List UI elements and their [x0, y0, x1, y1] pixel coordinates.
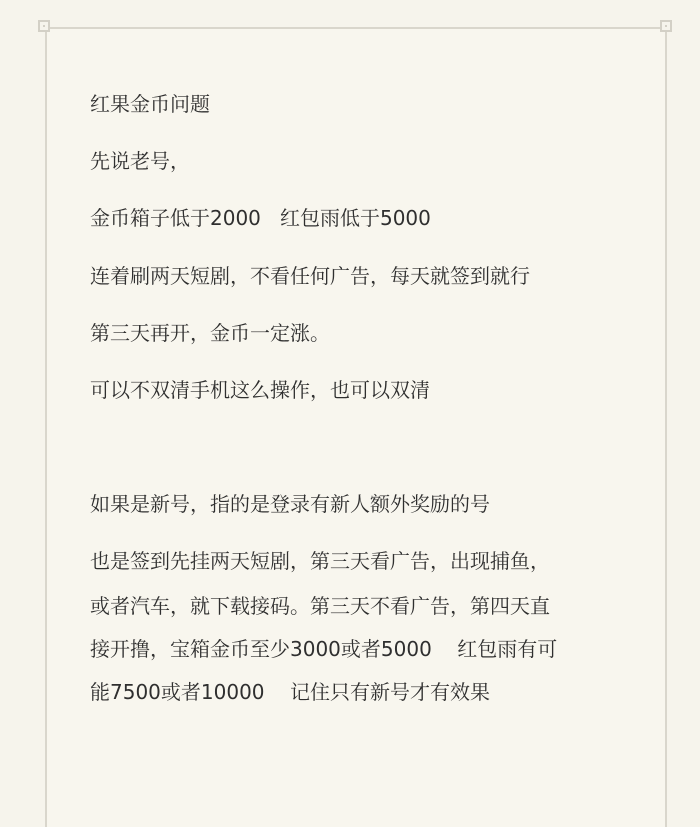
text-line: 金币箱子低于2000 红包雨低于5000 [90, 206, 431, 230]
text-line: 连着刷两天短剧，不看任何广告，每天就签到就行 [90, 264, 530, 288]
text-line: 可以不双清手机这么操作，也可以双清 [90, 378, 430, 402]
document-title: 红果金币问题 [90, 92, 210, 116]
text-line: 先说老号， [90, 149, 190, 173]
corner-ornament-top-left [38, 20, 50, 32]
paragraph-line: 或者汽车，就下载接码。第三天不看广告，第四天直 [90, 594, 550, 618]
corner-ornament-top-right [660, 20, 672, 32]
text-line: 第三天再开，金币一定涨。 [90, 321, 330, 345]
text-line: 如果是新号，指的是登录有新人额外奖励的号 [90, 492, 490, 516]
paragraph-line: 也是签到先挂两天短剧，第三天看广告，出现捕鱼， [90, 549, 550, 573]
paragraph-line: 能7500或者10000 记住只有新号才有效果 [90, 680, 490, 704]
paragraph-line: 接开撸，宝箱金币至少3000或者5000 红包雨有可 [90, 637, 558, 661]
